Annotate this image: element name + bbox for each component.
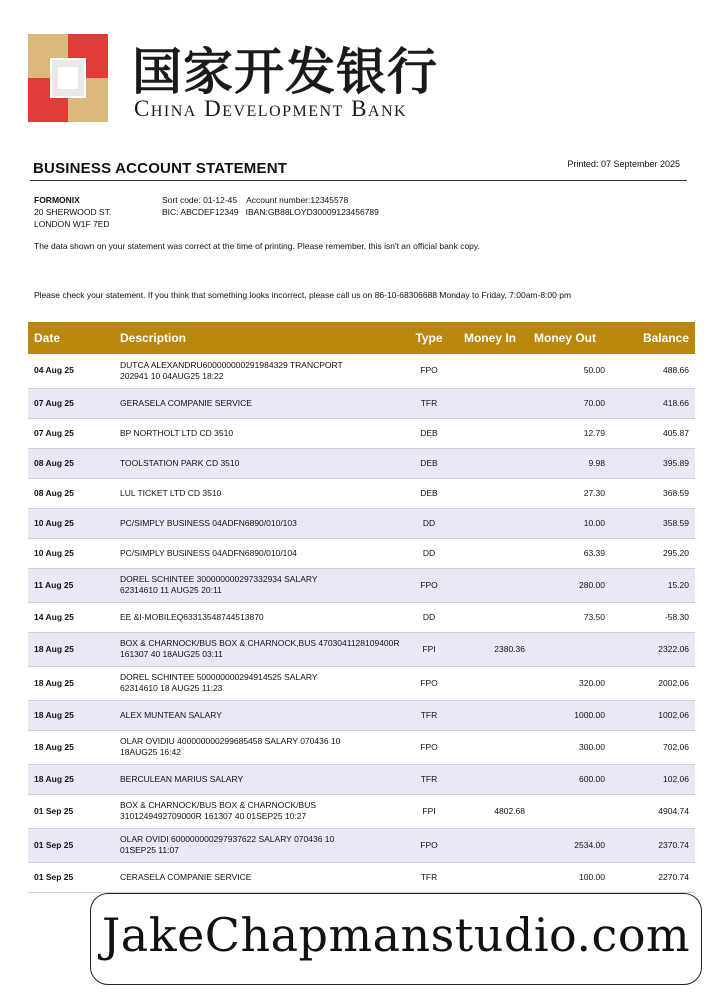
cell-money-in — [455, 764, 525, 794]
address-line-2: LONDON W1F 7ED — [34, 219, 110, 229]
description-line-1: DUTCA ALEXANDRU600000000291984329 TRANCPORT — [120, 359, 343, 370]
cell-balance: 2002.06 — [605, 666, 695, 700]
table-row — [28, 764, 695, 794]
cell-money-out: 600.00 — [525, 764, 605, 794]
cell-description — [120, 602, 403, 632]
bic-iban: BIC: ABCDEF12349 IBAN:GB88LOYD30009123456789 — [162, 207, 379, 217]
cell-balance: 2322.06 — [605, 632, 695, 666]
table-row — [28, 794, 695, 828]
description-line-2: 62314610 18 AUG25 11:23 — [120, 683, 223, 693]
table-row — [28, 388, 695, 418]
cell-money-out: 280.00 — [525, 568, 605, 602]
cell-money-in — [455, 538, 525, 568]
accuracy-note: The data shown on your statement was correct at the time of printing. Please remember, this isn't an official bank copy. — [34, 241, 480, 251]
bank-name-chinese: 国家开发银行 — [132, 42, 438, 101]
cell-type: DD — [403, 508, 455, 538]
cell-money-out: 63.39 — [525, 538, 605, 568]
cell-balance: 405.87 — [605, 418, 695, 448]
cell-date: 18 Aug 25 — [28, 700, 120, 730]
cell-money-out: 50.00 — [525, 354, 605, 388]
cell-money-out: 9.98 — [525, 448, 605, 478]
table-row — [28, 666, 695, 700]
cell-description — [120, 632, 403, 666]
cell-type: FPO — [403, 666, 455, 700]
cell-balance: 2270.74 — [605, 862, 695, 892]
cell-balance: 395.89 — [605, 448, 695, 478]
address-line-1: 20 SHERWOOD ST. — [34, 207, 112, 217]
cell-description — [120, 666, 403, 700]
table-row — [28, 700, 695, 730]
cell-type: FPO — [403, 568, 455, 602]
cell-type: DEB — [403, 448, 455, 478]
cell-money-in — [455, 478, 525, 508]
cell-type: TFR — [403, 388, 455, 418]
cell-description — [120, 448, 403, 478]
cell-money-in — [455, 354, 525, 388]
table-row — [28, 354, 695, 388]
cell-money-in — [455, 448, 525, 478]
cell-type: DEB — [403, 478, 455, 508]
description-line-1: BP NORTHOLT LTD CD 3510 — [120, 427, 234, 438]
cell-description — [120, 538, 403, 568]
cell-balance: -58.30 — [605, 602, 695, 632]
cell-type: FPO — [403, 354, 455, 388]
cell-money-in — [455, 568, 525, 602]
cell-balance: 4904.74 — [605, 794, 695, 828]
printed-date: Printed: 07 September 2025 — [567, 159, 680, 169]
cell-money-in: 2380.36 — [455, 632, 525, 666]
cell-balance: 368.59 — [605, 478, 695, 508]
bank-name-english: China Development Bank — [134, 96, 408, 121]
cell-description — [120, 388, 403, 418]
cell-money-in — [455, 602, 525, 632]
cell-money-out: 100.00 — [525, 862, 605, 892]
cell-description — [120, 478, 403, 508]
contact-note: Please check your statement. If you think that something looks incorrect, please call us on 86-10-68306688 Monday to Friday, 7:00am-8:00 pm — [34, 290, 572, 300]
table-row — [28, 828, 695, 862]
cell-type: DD — [403, 602, 455, 632]
cell-date: 04 Aug 25 — [28, 354, 120, 388]
sort-code-account-number: Sort code: 01-12-45 Account number:12345578 — [162, 195, 349, 205]
table-row — [28, 508, 695, 538]
header-money-out: Money Out — [525, 322, 605, 354]
header-money-in: Money In — [455, 322, 525, 354]
cell-balance: 1002.06 — [605, 700, 695, 730]
cell-date: 01 Sep 25 — [28, 828, 120, 862]
cell-description — [120, 700, 403, 730]
customer-name: FORMONIX — [34, 195, 80, 205]
cell-date: 10 Aug 25 — [28, 538, 120, 568]
cell-money-out: 12.79 — [525, 418, 605, 448]
cell-money-in — [455, 828, 525, 862]
cell-type: DD — [403, 538, 455, 568]
cell-type: TFR — [403, 862, 455, 892]
cell-money-out: 70.00 — [525, 388, 605, 418]
cell-money-out: 300.00 — [525, 730, 605, 764]
table-header-row — [28, 322, 695, 354]
cell-money-out: 2534.00 — [525, 828, 605, 862]
cell-date: 18 Aug 25 — [28, 666, 120, 700]
cell-type: FPI — [403, 632, 455, 666]
table-row — [28, 478, 695, 508]
cell-description — [120, 508, 403, 538]
description-line-1: LUL TICKET LTD CD 3510 — [120, 487, 222, 498]
cell-type: TFR — [403, 700, 455, 730]
header-type: Type — [403, 322, 455, 354]
description-line-1: PC/SIMPLY BUSINESS 04ADFN6890/010/103 — [120, 517, 297, 528]
cell-description — [120, 418, 403, 448]
description-line-2: 18AUG25 16:42 — [120, 747, 181, 757]
table-row — [28, 632, 695, 666]
cell-date: 11 Aug 25 — [28, 568, 120, 602]
statement-title: BUSINESS ACCOUNT STATEMENT — [33, 160, 288, 177]
cell-type: TFR — [403, 764, 455, 794]
cell-money-out: 320.00 — [525, 666, 605, 700]
watermark-banner — [90, 893, 702, 985]
description-line-1: PC/SIMPLY BUSINESS 04ADFN6890/010/104 — [120, 547, 297, 558]
title-divider — [30, 180, 687, 181]
cell-balance: 702.06 — [605, 730, 695, 764]
cell-money-in — [455, 700, 525, 730]
transactions-table — [28, 322, 695, 893]
description-line-2: 202941 10 04AUG25 18:22 — [120, 370, 224, 381]
cell-money-out: 1000.00 — [525, 700, 605, 730]
cell-description — [120, 354, 403, 388]
cell-date: 18 Aug 25 — [28, 632, 120, 666]
description-line-2: 62314610 11 AUG25 20:11 — [120, 585, 222, 595]
bank-logo — [28, 34, 108, 122]
description-line-1: BOX & CHARNOCK/BUS BOX & CHARNOCK/BUS — [120, 800, 317, 810]
cell-money-out — [525, 632, 605, 666]
description-line-1: OLAR OVIDI 600000000297937622 SALARY 070436 10 — [120, 834, 335, 844]
table-row — [28, 862, 695, 892]
cell-date: 08 Aug 25 — [28, 478, 120, 508]
description-line-1: TOOLSTATION PARK CD 3510 — [120, 457, 240, 468]
cell-description — [120, 730, 403, 764]
header-balance: Balance — [605, 322, 695, 354]
cell-balance: 418.66 — [605, 388, 695, 418]
cell-balance: 102.06 — [605, 764, 695, 794]
cell-money-in — [455, 862, 525, 892]
cell-date: 08 Aug 25 — [28, 448, 120, 478]
cell-description — [120, 794, 403, 828]
cell-money-in — [455, 508, 525, 538]
header-description: Description — [120, 322, 403, 354]
table-row — [28, 448, 695, 478]
cell-money-in: 4802.68 — [455, 794, 525, 828]
description-line-1: DOREL SCHINTEE 500000000294914525 SALARY — [120, 672, 318, 682]
description-line-1: CERASELA COMPANIE SERVICE — [120, 871, 252, 882]
description-line-1: BOX & CHARNOCK/BUS BOX & CHARNOCK,BUS 4703041128109400R — [120, 638, 400, 648]
cell-date: 07 Aug 25 — [28, 388, 120, 418]
account-details — [162, 194, 379, 218]
description-line-1: ALEX MUNTEAN SALARY — [120, 709, 222, 720]
cell-date: 01 Sep 25 — [28, 794, 120, 828]
cell-date: 10 Aug 25 — [28, 508, 120, 538]
customer-address — [34, 194, 111, 230]
cell-description — [120, 568, 403, 602]
cell-balance: 488.66 — [605, 354, 695, 388]
description-line-2: 3101249492709000R 161307 40 01SEP25 10:27 — [120, 811, 307, 821]
cell-balance: 15.20 — [605, 568, 695, 602]
cell-money-in — [455, 666, 525, 700]
cell-money-out: 27.30 — [525, 478, 605, 508]
table-body — [28, 354, 695, 892]
table-row — [28, 730, 695, 764]
cell-type: FPO — [403, 730, 455, 764]
cell-description — [120, 862, 403, 892]
header-date: Date — [28, 322, 120, 354]
table-row — [28, 602, 695, 632]
cell-type: FPO — [403, 828, 455, 862]
cell-date: 18 Aug 25 — [28, 764, 120, 794]
cell-description — [120, 828, 403, 862]
description-line-1: DOREL SCHINTEE 300000000297332934 SALARY — [120, 574, 318, 584]
description-line-2: 01SEP25 11:07 — [120, 845, 179, 855]
cell-money-out — [525, 794, 605, 828]
cell-balance: 358.59 — [605, 508, 695, 538]
cell-date: 01 Sep 25 — [28, 862, 120, 892]
cell-type: FPI — [403, 794, 455, 828]
cell-date: 07 Aug 25 — [28, 418, 120, 448]
cell-money-out: 10.00 — [525, 508, 605, 538]
cell-money-out: 73.50 — [525, 602, 605, 632]
cell-money-in — [455, 418, 525, 448]
cell-date: 14 Aug 25 — [28, 602, 120, 632]
description-line-1: BERCULEAN MARIUS SALARY — [120, 773, 244, 784]
cell-date: 18 Aug 25 — [28, 730, 120, 764]
cell-balance: 295.20 — [605, 538, 695, 568]
description-line-1: GERASELA COMPANIE SERVICE — [120, 397, 252, 408]
table-row — [28, 538, 695, 568]
cell-balance: 2370.74 — [605, 828, 695, 862]
cell-description — [120, 764, 403, 794]
watermark-text: JakeChapmanstudio.com — [101, 908, 691, 962]
table-row — [28, 418, 695, 448]
description-line-1: EE &I-MOBILEQ63313548744513870 — [120, 611, 264, 622]
cell-type: DEB — [403, 418, 455, 448]
cell-money-in — [455, 730, 525, 764]
description-line-2: 161307 40 18AUG25 03:11 — [120, 649, 223, 659]
description-line-1: OLAR OVIDIU 400000000299685458 SALARY 070436 10 — [120, 736, 341, 746]
table-row — [28, 568, 695, 602]
cell-money-in — [455, 388, 525, 418]
